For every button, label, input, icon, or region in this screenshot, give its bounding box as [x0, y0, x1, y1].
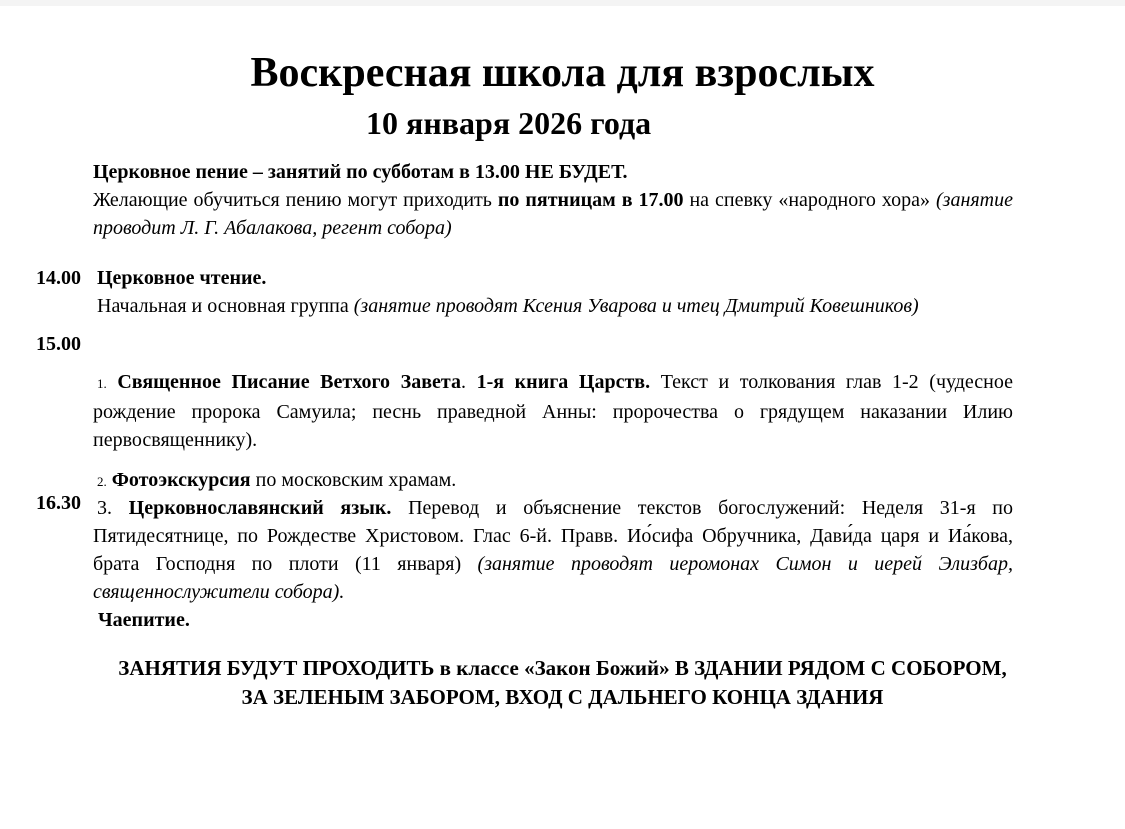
time-1500: 15.00	[36, 333, 81, 355]
singing-teacher: (занятие проводит Л. Г. Абалакова, регент собора)	[93, 189, 1014, 239]
singing-time: по пятницам в 17.00	[497, 189, 684, 211]
top-border	[0, 0, 1125, 6]
tea-time: Чаепитие.	[98, 609, 190, 631]
item-1-number: 1.	[97, 376, 107, 391]
item-3-text: Перевод и объяснение текстов богослужений: Неделя 31-я по Пятидесятнице, по Рождестве Христовом. Глас 6-й. Правв. Ио́сифа Обручника, Дави́да царя и Иа́кова, брата Господня по плоти (11 января)	[93, 497, 1014, 575]
item-church-slavonic	[93, 494, 1013, 606]
item-1-sep: .	[460, 371, 477, 393]
reading-teachers: (занятие проводят Ксения Уварова и чтец Дмитрий Ковешников)	[353, 295, 919, 317]
item-3-teachers: (занятие проводят иеромонах Симон и иерей Элизбар, священнослужители собора).	[93, 553, 1013, 603]
singing-text-a: Желающие обучиться пению могут приходить	[93, 189, 498, 211]
reading-text	[93, 292, 1013, 320]
item-old-testament	[93, 368, 1013, 454]
item-1-text: Текст и толкования глав 1-2 (чудесное рождение пророка Самуила; песнь праведной Анны: пророчества о грядущем наказании Илию первосвященнику).	[93, 371, 1014, 451]
time-1630: 16.30	[36, 492, 81, 514]
footer-text-c: В ЗДАНИИ РЯДОМ С СОБОРОМ,	[669, 656, 1007, 680]
singing-text-b: на спевку «народного хора»	[683, 189, 936, 211]
singing-block	[93, 158, 1013, 242]
item-1-book: 1-я книга Царств.	[476, 371, 651, 393]
page-date: 10 января 2026 года	[366, 105, 652, 141]
reading-group: Начальная и основная группа	[97, 295, 354, 317]
item-1-title: Священное Писание Ветхого Завета	[117, 371, 461, 393]
singing-heading: Церковное пение – занятий по субботам в 13.00 НЕ БУДЕТ.	[93, 161, 628, 183]
footer-line-1	[0, 654, 1125, 683]
item-2-text: по московским храмам.	[250, 469, 457, 491]
item-3-number: 3.	[97, 497, 112, 519]
time-1400: 14.00	[36, 267, 81, 289]
item-photo-tour	[93, 466, 1013, 496]
footer-line-2: ЗА ЗЕЛЕНЫМ ЗАБОРОМ, ВХОД С ДАЛЬНЕГО КОНЦА ЗДАНИЯ	[241, 685, 884, 709]
singing-text	[93, 186, 1013, 242]
page-title: Воскресная школа для взрослых	[250, 50, 875, 96]
footer-class-name: в классе «Закон Божий»	[439, 656, 670, 680]
footer-text-a: ЗАНЯТИЯ БУДУТ ПРОХОДИТЬ	[118, 656, 440, 680]
item-2-title: Фотоэкскурсия	[111, 469, 251, 491]
item-2-number: 2.	[97, 474, 107, 489]
reading-heading: Церковное чтение.	[97, 267, 267, 289]
item-3-title: Церковнославянский язык.	[128, 497, 392, 519]
